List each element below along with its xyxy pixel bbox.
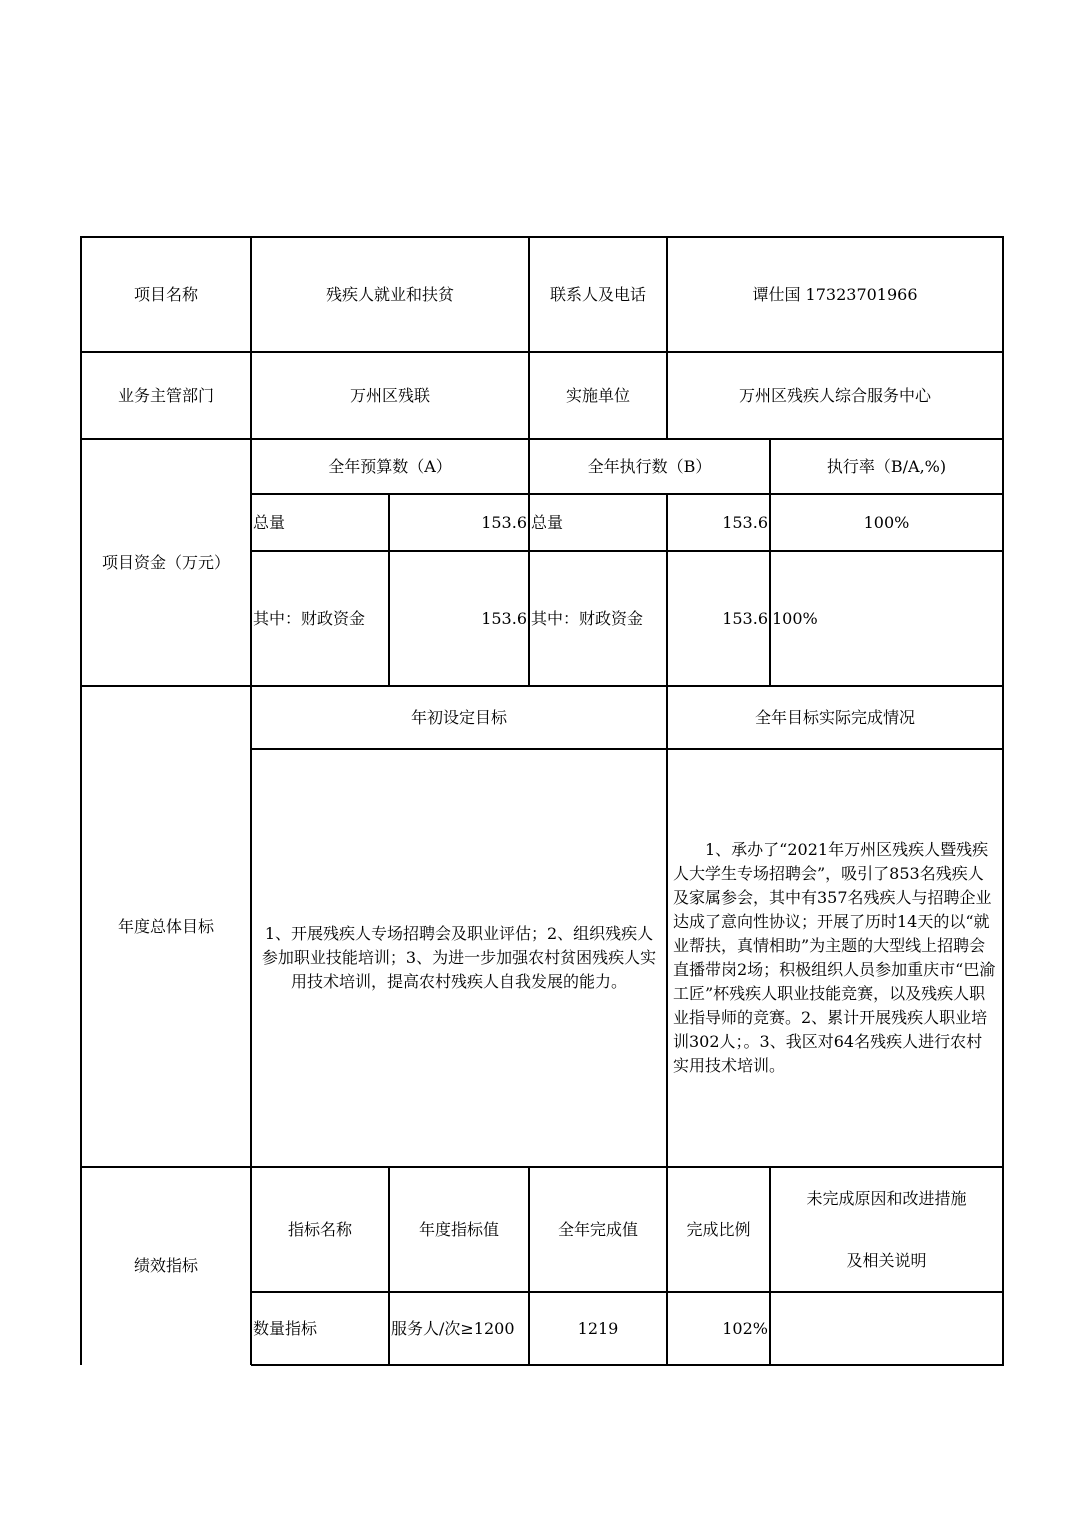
actual-goal-header: 全年目标实际完成情况 bbox=[754, 707, 915, 727]
row-indicator-name: 数量指标 bbox=[253, 1318, 318, 1338]
dept-label: 业务主管部门 bbox=[117, 385, 214, 405]
col-completion-ratio: 完成比例 bbox=[686, 1219, 751, 1239]
row-annual-target: 服务人/次≥1200 bbox=[391, 1318, 515, 1338]
col-annual-actual: 全年完成值 bbox=[557, 1219, 638, 1239]
row-completion-ratio: 102% bbox=[722, 1318, 768, 1338]
col-notes-line1: 未完成原因和改进措施 bbox=[806, 1188, 967, 1208]
total-label-exec: 总量 bbox=[531, 512, 564, 532]
funds-label: 项目资金（万元） bbox=[101, 552, 230, 572]
impl-unit-label: 实施单位 bbox=[565, 385, 630, 405]
impl-unit-value: 万州区残疾人综合服务中心 bbox=[738, 385, 931, 405]
project-name-label: 项目名称 bbox=[133, 284, 198, 304]
actual-goal-text: 1、承办了“2021年万州区残疾人暨残疾人大学生专场招聘会”，吸引了853名残疾人及家属参会，其中有357名残疾人与招聘企业达成了意向性协议；开展了历时14天的以“就业帮扶，真情相助”为主题的大型线上招聘会直播带岗2场；积极组织人员参加重庆市“巴渝工匠”杯残疾人职业技能竞赛，以及残疾人职业指导师的竞赛。2、累计开展残疾人职业培训302人；。3、我区对64名残疾人进行农村实用技术培训。 bbox=[673, 840, 996, 1075]
col-notes-line2: 及相关说明 bbox=[846, 1250, 927, 1270]
performance-label: 绩效指标 bbox=[133, 1256, 198, 1275]
fiscal-label-exec: 其中：财政资金 bbox=[531, 608, 644, 628]
exec-header: 全年执行数（B） bbox=[587, 456, 712, 476]
contact-value: 谭仕国 17323701966 bbox=[752, 284, 918, 304]
contact-label: 联系人及电话 bbox=[549, 284, 646, 304]
col-notes bbox=[770, 1167, 1003, 1292]
project-name-value: 残疾人就业和扶贫 bbox=[325, 284, 454, 304]
goals-label: 年度总体目标 bbox=[117, 916, 214, 936]
initial-goal-header: 年初设定目标 bbox=[410, 707, 507, 727]
dept-value: 万州区残联 bbox=[349, 385, 430, 405]
col-indicator-name: 指标名称 bbox=[287, 1219, 352, 1239]
fiscal-value-budget: 153.6 bbox=[481, 608, 527, 628]
fiscal-label-budget: 其中：财政资金 bbox=[253, 608, 366, 628]
total-rate: 100% bbox=[863, 512, 910, 532]
budget-header: 全年预算数（A） bbox=[328, 456, 452, 476]
total-label-budget: 总量 bbox=[253, 512, 286, 532]
row-annual-actual: 1219 bbox=[577, 1318, 619, 1338]
fiscal-value-exec: 153.6 bbox=[722, 608, 768, 628]
total-value-budget: 153.6 bbox=[481, 512, 527, 532]
row-notes bbox=[770, 1292, 1003, 1365]
col-annual-target: 年度指标值 bbox=[418, 1219, 499, 1239]
fiscal-rate: 100% bbox=[772, 608, 818, 628]
rate-header: 执行率（B/A,%) bbox=[826, 456, 947, 476]
initial-goal-text: 1、开展残疾人专场招聘会及职业评估；2、组织残疾人参加职业技能培训；3、为进一步加强农村贫困残疾人实用技术培训，提高农村残疾人自我发展的能力。 bbox=[261, 924, 657, 991]
total-value-exec: 153.6 bbox=[722, 512, 768, 532]
